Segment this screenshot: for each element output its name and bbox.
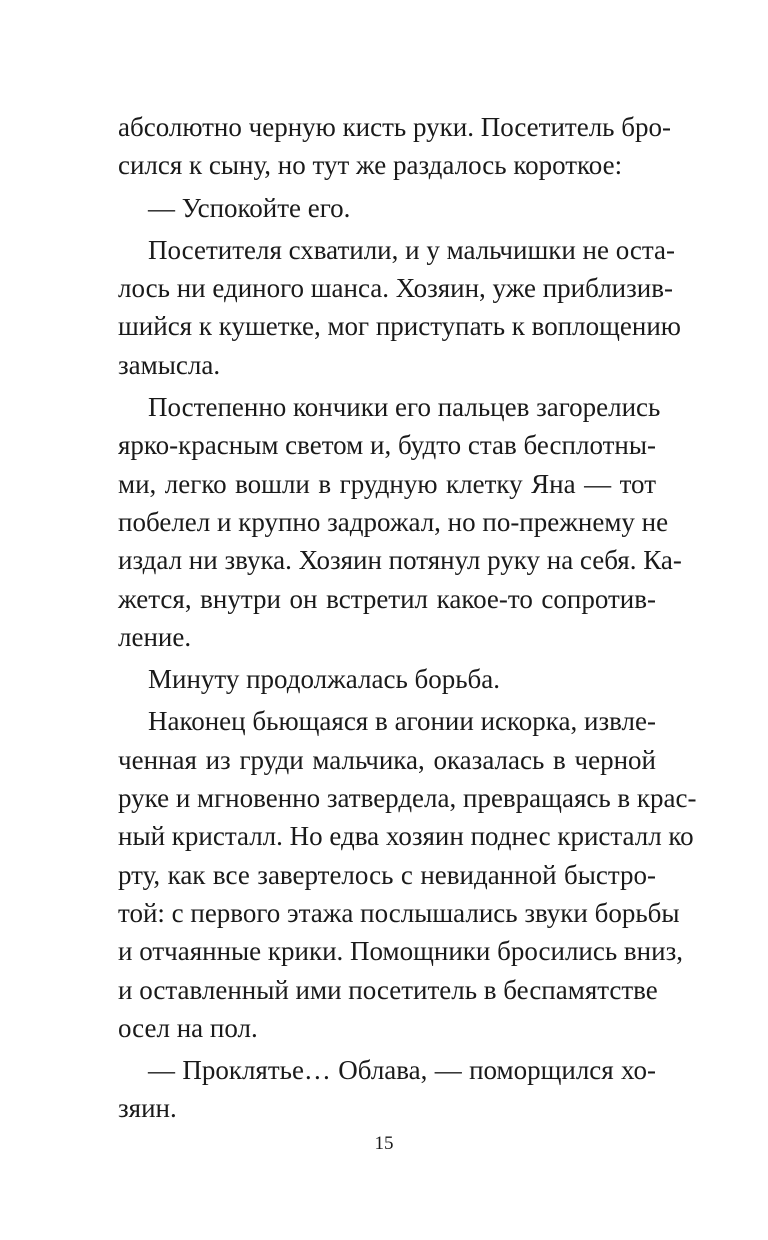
text-line: ление. xyxy=(118,621,192,652)
page-number: 15 xyxy=(374,1133,394,1154)
body-text xyxy=(118,108,697,1128)
text-line: жется, внутри он встретил какое-то сопротив- xyxy=(118,583,656,614)
text-line: ный кристалл. Но едва хозяин поднес кристалл ко xyxy=(118,821,694,852)
text-line: ми, легко вошли в грудную клетку Яна — тот xyxy=(118,468,656,499)
text-line: лось ни единого шанса. Хозяин, уже приблизив- xyxy=(118,273,673,304)
text-line: Наконец бьющаяся в агонии искорка, извле- xyxy=(148,706,656,737)
text-line: — Проклятье… Облава, — поморщился хо- xyxy=(148,1055,656,1086)
text-line: издал ни звука. Хозяин потянул руку на себя. Ка- xyxy=(118,545,682,576)
text-line: осел на пол. xyxy=(118,1012,258,1043)
text-line: шийся к кушетке, мог приступать к воплощению xyxy=(118,311,681,342)
text-line: — Успокойте его. xyxy=(148,192,351,223)
text-line: зяин. xyxy=(118,1093,177,1124)
text-line: ярко-красным светом и, будто став бесплотны- xyxy=(118,430,656,461)
text-line: Посетителя схватили, и у мальчишки не оста- xyxy=(148,234,676,265)
text-line: Постепенно кончики его пальцев загорелись xyxy=(148,392,661,423)
text-line: побелел и крупно задрожал, но по-прежнему не xyxy=(118,506,669,537)
text-line: и отчаянные крики. Помощники бросились вниз, xyxy=(118,936,683,967)
text-line: замысла. xyxy=(118,349,221,380)
text-line: рту, как все завертелось с невиданной быстро- xyxy=(118,859,656,890)
text-line: той: с первого этажа послышались звуки борьбы xyxy=(118,897,680,928)
text-line: ченная из груди мальчика, оказалась в черной xyxy=(118,744,656,775)
text-line: Минуту продолжалась борьба. xyxy=(148,664,501,695)
text-line: абсолютно черную кисть руки. Посетитель бро- xyxy=(118,112,671,142)
text-line: и оставленный ими посетитель в беспамятстве xyxy=(118,974,658,1005)
text-line: сился к сыну, но тут же раздалось короткое: xyxy=(118,150,623,181)
text-line: руке и мгновенно затвердела, превращаясь в крас- xyxy=(118,783,697,814)
